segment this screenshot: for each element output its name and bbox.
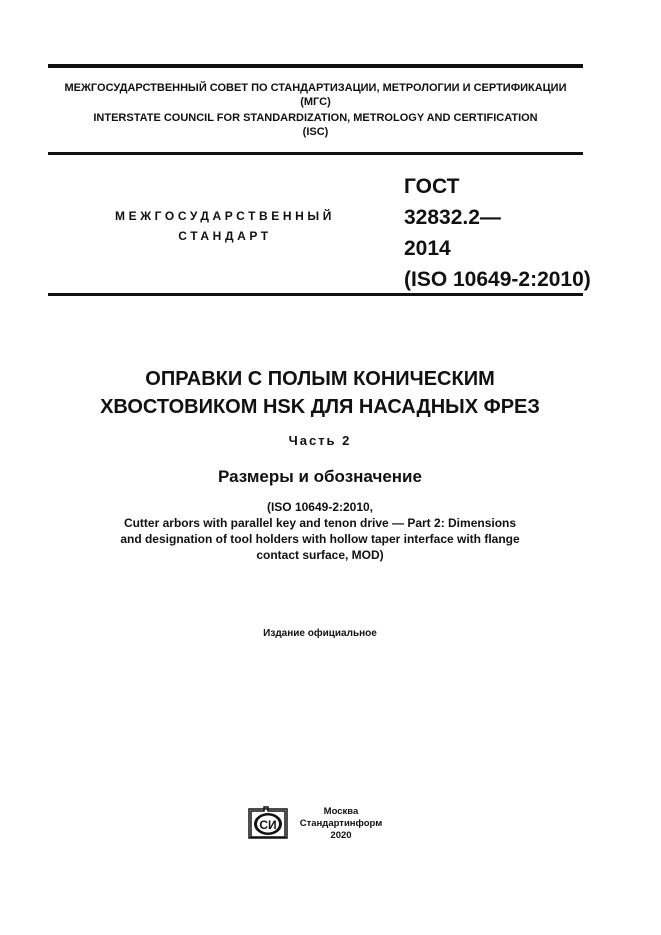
iso-note-line3: and designation of tool holders with hollow taper interface with flange — [120, 532, 520, 546]
council-ru — [48, 81, 583, 109]
gost-number: 32832.2— — [404, 206, 501, 229]
publisher-name: Стандартинформ — [299, 818, 383, 829]
standard-type-line1: МЕЖГОСУДАРСТВЕННЫЙ — [115, 209, 335, 223]
document-subtitle: Размеры и обозначение — [218, 467, 422, 486]
publisher-year: 2020 — [330, 830, 352, 841]
designation-rule — [48, 293, 583, 296]
council-ru-abbr: (МГС) — [300, 96, 331, 108]
publisher-city: Москва — [323, 806, 359, 817]
logo-text: СИ — [259, 818, 277, 832]
document-title — [60, 365, 580, 421]
standartinform-logo-icon — [248, 805, 288, 839]
standard-type — [100, 206, 350, 246]
iso-note-line2: Cutter arbors with parallel key and tenon drive — Part 2: Dimensions — [123, 516, 517, 530]
edition-note: Издание официальное — [263, 628, 377, 639]
top-rule — [48, 64, 583, 68]
iso-note-line1: (ISO 10649-2:2010, — [266, 500, 374, 514]
gost-iso-ref: (ISO 10649-2:2010) — [404, 268, 591, 291]
council-en-abbr: (ISC) — [302, 126, 329, 138]
title-line2: ХВОСТОВИКОМ HSK ДЛЯ НАСАДНЫХ ФРЕЗ — [100, 396, 540, 418]
gost-label: ГОСТ — [404, 175, 460, 198]
gost-year: 2014 — [404, 237, 451, 260]
iso-note-line4: contact surface, MOD) — [256, 548, 384, 562]
iso-note — [60, 499, 580, 563]
standard-type-line2: СТАНДАРТ — [178, 229, 272, 243]
part-number: Часть 2 — [288, 433, 352, 448]
gost-designation — [404, 171, 591, 295]
council-en — [48, 111, 583, 139]
council-ru-name: МЕЖГОСУДАРСТВЕННЫЙ СОВЕТ ПО СТАНДАРТИЗАЦИИ, МЕТРОЛОГИИ И СЕРТИФИКАЦИИ — [64, 82, 567, 94]
publisher-block — [296, 806, 386, 842]
title-line1: ОПРАВКИ С ПОЛЫМ КОНИЧЕСКИМ — [145, 368, 495, 390]
header-rule — [48, 152, 583, 155]
council-en-name: INTERSTATE COUNCIL FOR STANDARDIZATION, METROLOGY AND CERTIFICATION — [93, 112, 538, 124]
